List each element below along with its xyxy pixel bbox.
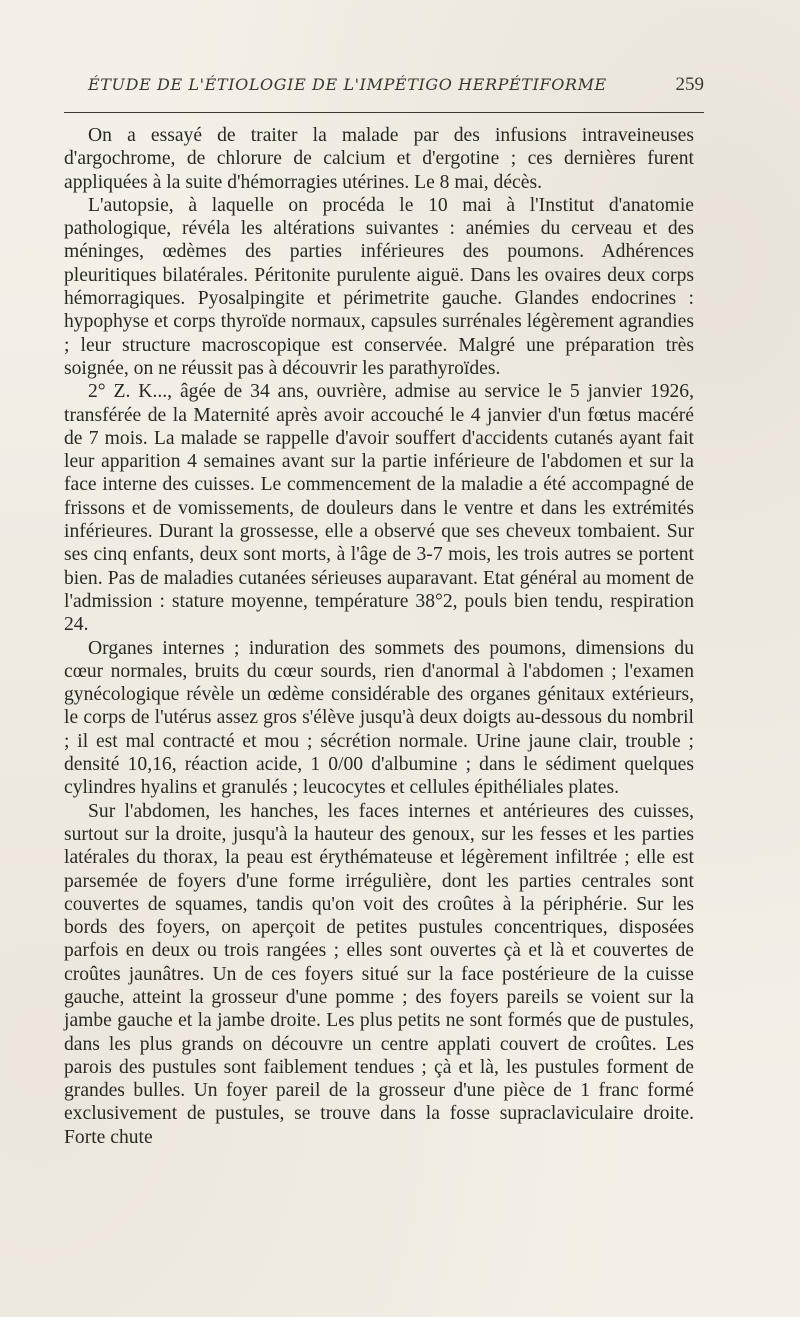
paragraph-autopsy: L'autopsie, à laquelle on procéda le 10 mai à l'Institut d'anatomie pathologique, révéla les altérations suivantes : anémies du cerveau et des méninges, œdèmes des parties inférieures des poumons. Adhérences pleuritiques bilatérales. Péritonite purulente aiguë. Dans les ovaires deux corps hémorragiques. Pyosalpingite et périmetrite gauche. Glandes endocrines : hypophyse et corps thyroïde normaux, capsules surrénales légèrement agrandies ; leur structure macroscopique est conservée. Malgré une préparation très soignée, on ne réussit pas à découvrir les parathyroïdes.	[64, 194, 694, 379]
paragraph-internal-organs: Organes internes ; induration des sommets des poumons, dimensions du cœur normales, bruits du cœur sourds, rien d'anormal à l'abdomen ; l'examen gynécologique révèle un œdème considérable des organes génitaux extérieurs, le corps de l'utérus assez gros s'élève jusqu'à deux doigts au-dessous du nombril ; il est mal contracté et mou ; sécrétion normale. Urine jaune clair, trouble ; densité 10,16, réaction acide, 1 0/00 d'albumine ; dans le sédiment quelques cylindres hyalins et granulés ; leucocytes et cellules épithéliales plates.	[64, 637, 694, 799]
paragraph-skin-findings: Sur l'abdomen, les hanches, les faces internes et antérieures des cuisses, surtout sur la droite, jusqu'à la hauteur des genoux, sur les fesses et les parties latérales du thorax, la peau est érythémateuse et légèrement infiltrée ; elle est parsemée de foyers d'une forme irrégulière, dont les parties centrales sont couvertes de squames, tandis qu'on voit des croûtes à la périphérie. Sur les bords des foyers, on aperçoit de petites pustules concentriques, disposées parfois en deux ou trois rangées ; elles sont ouvertes çà et là et couvertes de croûtes jaunâtres. Un de ces foyers situé sur la face postérieure de la cuisse gauche, atteint la grosseur d'une pomme ; des foyers pareils se voient sur la jambe gauche et la jambe droite. Les plus petits ne sont formés que de pustules, dans les plus grands on découvre un centre applati couvert de croûtes. Les parois des pustules sont faiblement tendues ; çà et là, les pustules forment de grandes bulles. Un foyer pareil de la grosseur d'une pièce de 1 franc formé exclusivement de pustules, se trouve dans la fosse supraclaviculaire droite. Forte chute	[64, 800, 694, 1148]
header-rule	[64, 112, 704, 113]
page-number: 259	[675, 74, 704, 95]
running-title: ÉTUDE DE L'ÉTIOLOGIE DE L'IMPÉTIGO HERPÉTIFORME	[88, 75, 607, 94]
body-text	[64, 124, 694, 1149]
paragraph-treatment: On a essayé de traiter la malade par des infusions intraveineuses d'argochrome, de chlorure de calcium et d'ergotine ; ces dernières furent appliquées à la suite d'hémorragies utérines. Le 8 mai, décès.	[64, 125, 694, 193]
running-header	[88, 74, 704, 104]
paragraph-case-2: 2° Z. K..., âgée de 34 ans, ouvrière, admise au service le 5 janvier 1926, transférée de la Maternité après avoir accouché le 4 janvier d'un fœtus macéré de 7 mois. La malade se rappelle d'avoir souffert d'accidents cutanés ayant fait leur apparition 4 semaines avant sur la partie inférieure de l'abdomen et sur la face interne des cuisses. Le commencement de la maladie a été accompagné de frissons et de vomissements, de douleurs dans le ventre et dans les extrémités inférieures. Durant la grossesse, elle a observé que ses cheveux tombaient. Sur ses cinq enfants, deux sont morts, à l'âge de 3-7 mois, les trois autres se portent bien. Pas de maladies cutanées sérieuses auparavant. Etat général au moment de l'admission : stature moyenne, température 38°2, pouls bien tendu, respiration 24.	[64, 381, 694, 636]
